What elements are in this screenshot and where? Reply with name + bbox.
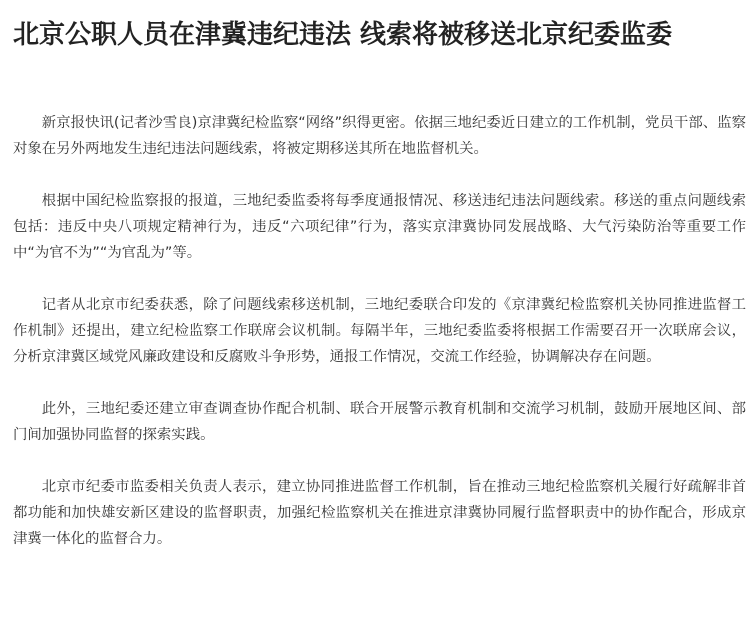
article-paragraph-1: 新京报快讯(记者沙雪良)京津冀纪检监察“网络”织得更密。依据三地纪委近日建立的工作机制，党员干部、监察对象在另外两地发生违纪违法问题线索，将被定期移送其所在地监督机关。 xyxy=(13,115,746,157)
article-paragraph-3: 记者从北京市纪委获悉，除了问题线索移送机制，三地纪委联合印发的《京津冀纪检监察机关协同推进监督工作机制》还提出，建立纪检监察工作联席会议机制。每隔半年，三地纪委监委将根据工作需要召开一次联席会议，分析京津冀区域党风廉政建设和反腐败斗争形势，通报工作情况，交流工作经验，协调解决存在问题。 xyxy=(13,297,746,365)
article-paragraph-5: 北京市纪委市监委相关负责人表示，建立协同推进监督工作机制，旨在推动三地纪检监察机关履行好疏解非首都功能和加快雄安新区建设的监督职责，加强纪检监察机关在推进京津冀协同履行监督职责中的协作配合，形成京津冀一体化的监督合力。 xyxy=(13,479,746,547)
article-paragraph-4: 此外，三地纪委还建立审查调查协作配合机制、联合开展警示教育机制和交流学习机制，鼓励开展地区间、部门间加强协同监督的探索实践。 xyxy=(13,401,746,443)
article-paragraph-2: 根据中国纪检监察报的报道，三地纪委监委将每季度通报情况、移送违纪违法问题线索。移送的重点问题线索包括：违反中央八项规定精神行为，违反“六项纪律”行为，落实京津冀协同发展战略、大气污染防治等重要工作中“为官不为”“为官乱为”等。 xyxy=(13,193,746,261)
article-title: 北京公职人员在津冀违纪违法 线索将被移送北京纪委监委 xyxy=(13,20,673,50)
article-body xyxy=(13,110,746,552)
